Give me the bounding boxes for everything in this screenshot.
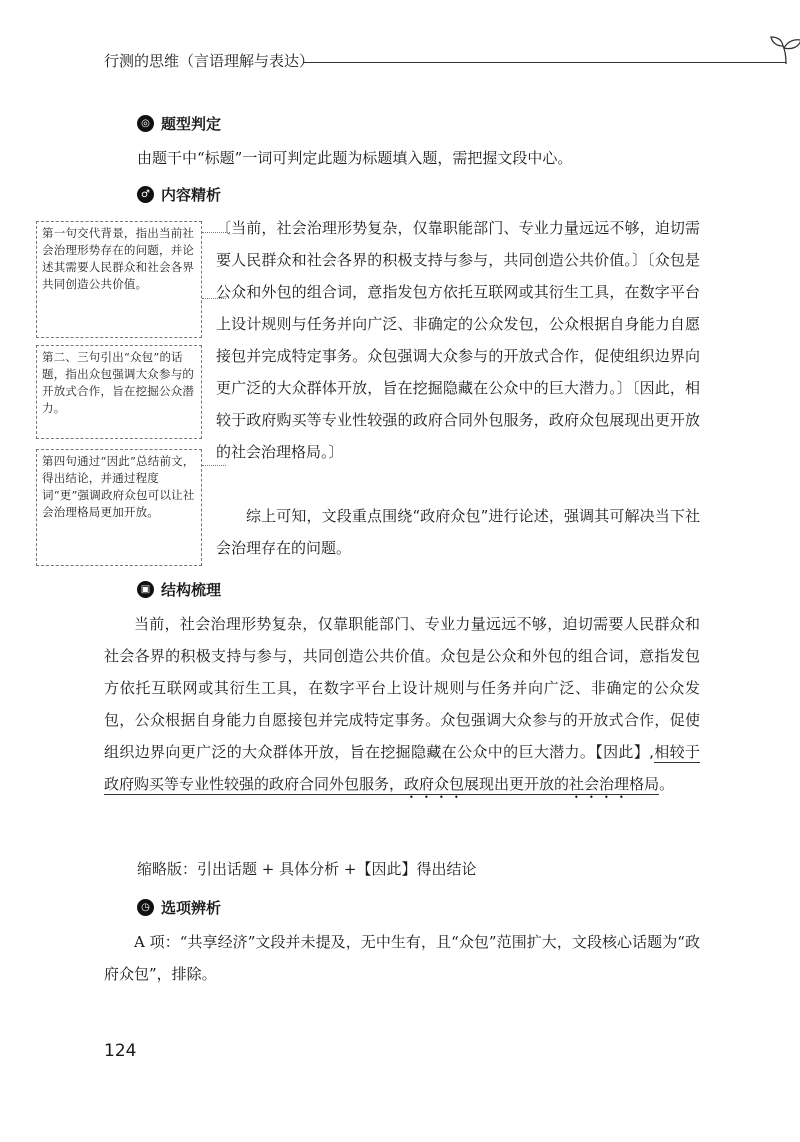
- section-heading-structure: ▣ 结构梳理: [137, 579, 221, 600]
- content-paragraph-1: 〔当前，社会治理形势复杂，仅靠职能部门、专业力量远远不够，迫切需要人民群众和社会各界的积极支持与参与，共同创造公共价值。〕〔众包是公众和外包的组合词，意指发包方依托互联网或其衍生工具，在数字平台上设计规则与任务并向广泛、非确定的公众发包，公众根据自身能力自愿接包并完成特定事务。众包强调大众参与的开放式合作，促使组织边界向更广泛的大众群体开放，旨在挖掘隐藏在公众中的巨大潜力。〕〔因此，相较于政府购买等专业性较强的政府合同外包服务，政府众包展现出更开放的社会治理格局。〕: [216, 219, 700, 461]
- conclusion-underlined: 相较于政府购买等专业性较强的政府合同外包服务，政府众包展现出更开放的社会治理格局: [104, 743, 700, 793]
- target-icon: ◎: [137, 115, 154, 132]
- magnifier-icon: ♂: [137, 186, 154, 203]
- annotation-note-1: 第一句交代背景，指出当前社会治理形势存在的问题，并论述其需要人民群众和社会各界共同创造公共价值。: [36, 221, 202, 338]
- header-rule: [304, 62, 786, 63]
- sprout-icon: [768, 34, 800, 66]
- therefore-marker: 【因此】,: [595, 743, 654, 761]
- note-connector-1: [202, 232, 230, 233]
- annotation-note-3: 第四句通过“因此”总结前文，得出结论，并通过程度词“更”强调政府众包可以让社会治理格局更加开放。: [36, 449, 202, 566]
- section-heading-content: ♂ 内容精析: [137, 184, 221, 205]
- page-number: 124: [104, 1041, 137, 1061]
- structure-paragraph: 当前，社会治理形势复杂，仅靠职能部门、专业力量远远不够，迫切需要人民群众和社会各界的积极支持与参与，共同创造公共价值。众包是公众和外包的组合词，意指发包方依托互联网或其衍生工具，在数字平台上设计规则与任务并向广泛、非确定的公众发包，公众根据自身能力自愿接包并完成特定事务。众包强调大众参与的开放式合作，促使组织边界向更广泛的大众群体开放，旨在挖掘隐藏在公众中的巨大潜力。【因此】,相较于政府购买等专业性较强的政府合同外包服务，政府众包展现出更开放的社会治理格局。: [104, 615, 700, 793]
- section-heading-options: ◷ 选项辨析: [137, 897, 221, 918]
- header-title: 行测的思维（言语理解与表达）: [104, 52, 315, 70]
- section-heading-type: ◎ 题型判定: [137, 113, 221, 134]
- note-connector-3: [202, 465, 226, 466]
- emphasis-keyword-1: 政府众包: [404, 775, 465, 793]
- running-header: [104, 48, 704, 72]
- type-text: 由题干中“标题”一词可判定此题为标题填入题，需把握文段中心。: [137, 149, 573, 167]
- structure-summary: 缩略版：引出话题 + 具体分析 +【因此】得出结论: [137, 860, 477, 878]
- content-paragraph-2: 综上可知，文段重点围绕“政府众包”进行论述，强调其可解决当下社会治理存在的问题。: [216, 507, 700, 557]
- structure-icon: ▣: [137, 581, 154, 598]
- note-connector-2: [202, 298, 226, 299]
- annotation-note-2: 第二、三句引出“众包”的话题，指出众包强调大众参与的开放式合作，旨在挖掘公众潜力。: [36, 345, 202, 439]
- clock-icon: ◷: [137, 899, 154, 916]
- option-a-analysis: A 项：“共享经济”文段并未提及，无中生有，且“众包”范围扩大，文段核心话题为“政府众包”，排除。: [104, 933, 700, 983]
- emphasis-keyword-2: 社会治理: [569, 775, 630, 793]
